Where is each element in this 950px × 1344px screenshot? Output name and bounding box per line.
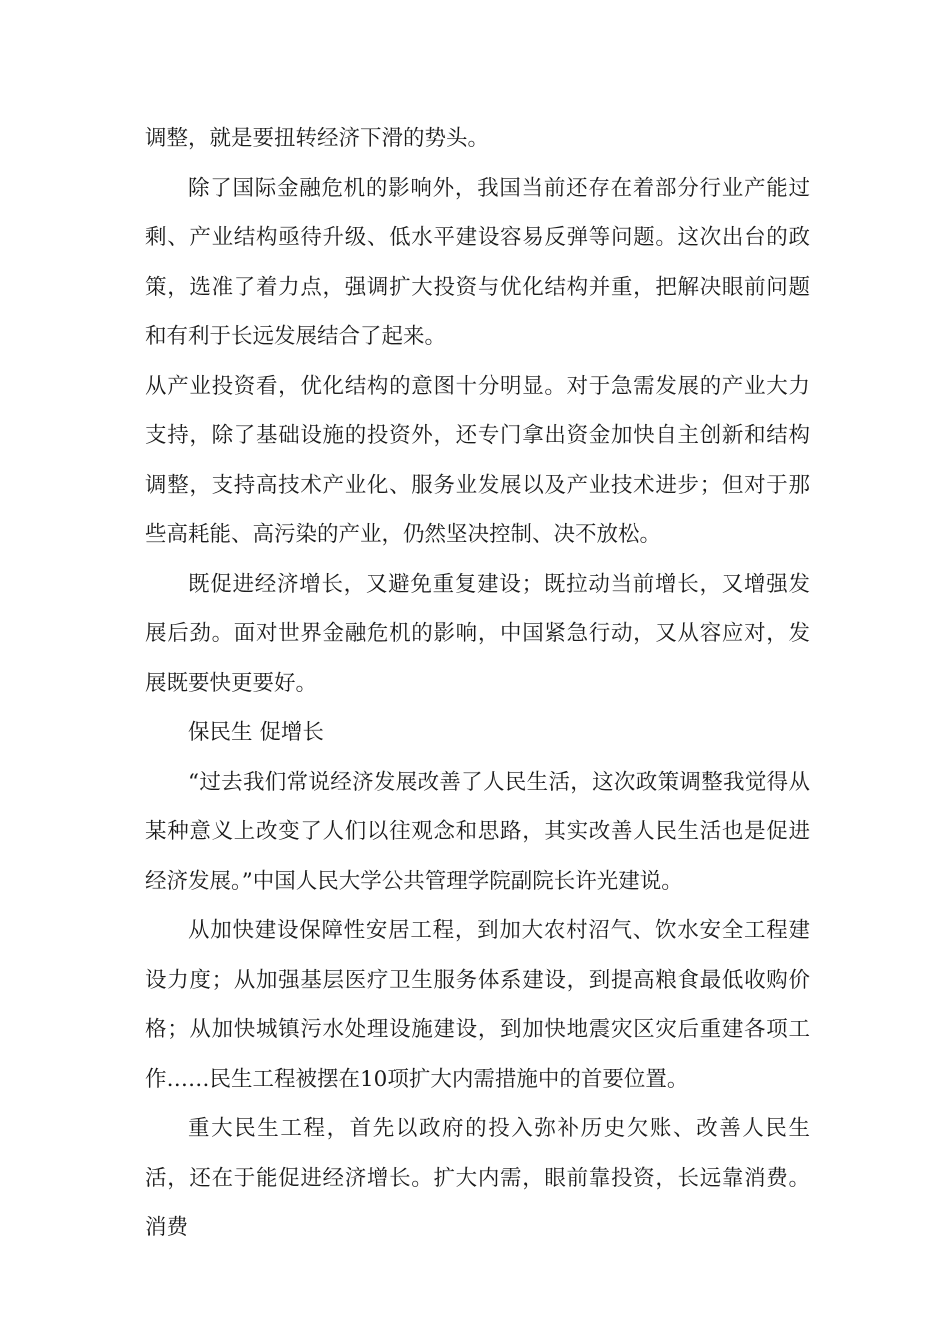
paragraph-3: 从产业投资看，优化结构的意图十分明显。对于急需发展的产业大力支持，除了基础设施的投资外，还专门拿出资金加快自主创新和结构调整，支持高技术产业化、服务业发展以及产业技术进步；但对于那些高耗能、高污染的产业，仍然坚决控制、决不放松。 (145, 373, 810, 547)
paragraph-2: 除了国际金融危机的影响外，我国当前还存在着部分行业产能过剩、产业结构亟待升级、低水平建设容易反弹等问题。这次出台的政策，选准了着力点，强调扩大投资与优化结构并重，把解决眼前问题和有利于长远发展结合了起来。 (145, 175, 810, 349)
paragraph-1: 调整，就是要扭转经济下滑的势头。 (145, 126, 490, 151)
paragraph-7: 重大民生工程，首先以政府的投入弥补历史欠账、改善人民生活，还在于能促进经济增长。扩大内需，眼前靠投资，长远靠消费。消费 (145, 1116, 810, 1240)
section-heading: 保民生 促增长 (188, 720, 324, 745)
paragraph-6: 从加快建设保障性安居工程，到加大农村沼气、饮水安全工程建设力度；从加强基层医疗卫生服务体系建设，到提高粮食最低收购价格；从加快城镇污水处理设施建设，到加快地震灾区灾后重建各项工作……民生工程被摆在10项扩大内需措施中的首要位置。 (145, 918, 810, 1092)
paragraph-4: 既促进经济增长，又避免重复建设；既拉动当前增长，又增强发展后劲。面对世界金融危机的影响，中国紧急行动，又从容应对，发展既要快更要好。 (145, 571, 810, 696)
paragraph-5: “过去我们常说经济发展改善了人民生活，这次政策调整我觉得从某种意义上改变了人们以往观念和思路，其实改善人民生活也是促进经济发展。”中国人民大学公共管理学院副院长许光建说。 (145, 769, 810, 894)
document-body (145, 114, 810, 1253)
